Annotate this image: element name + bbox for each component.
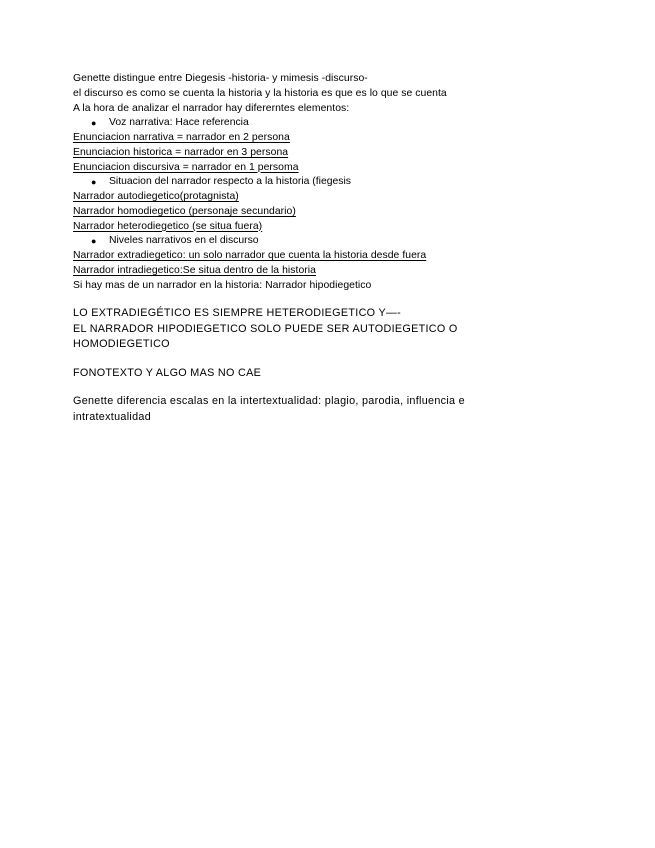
text-line: A la hora de analizar el narrador hay difererntes elementos: [73,102,350,114]
text-line: el discurso es como se cuenta la historia y la historia es que es lo que se cuenta [73,87,447,99]
caps-line: EL NARRADOR HIPODIEGETICO SOLO PUEDE SER AUTODIEGETICO O [73,322,458,335]
bullet-icon: ● [91,177,97,188]
caps-line: LO EXTRADIEGÉTICO ES SIEMPRE HETERODIEGETICO Y—- [73,307,401,320]
bullet-icon: ● [91,118,97,129]
closing-line: intratextualidad [73,410,152,423]
caps-line: FONOTEXTO Y ALGO MAS NO CAE [73,366,262,379]
bullet-item [73,116,593,131]
underlined-line: Enunciacion discursiva = narrador en 1 persoma [73,161,299,173]
document-body [73,72,593,425]
bullet-text: Voz narrativa: Hace referencia [109,117,249,129]
underlined-line: Narrador homodiegetico (personaje secundario) [73,205,296,217]
text-line: Si hay mas de un narrador en la historia: Narrador hipodiegetico [73,279,372,291]
bullet-text: Situacion del narrador respecto a la historia (fiegesis [109,176,351,188]
underlined-line: Enunciacion historica = narrador en 3 persona [73,146,289,158]
underlined-line: Narrador intradiegetico:Se situa dentro de la historia [73,264,316,276]
underlined-line: Narrador heterodiegetico (se situa fuera) [73,220,263,232]
bullet-icon: ● [91,236,97,247]
bullet-item [73,175,593,190]
underlined-line: Narrador extradiegetico: un solo narrador que cuenta la historia desde fuera [73,250,427,261]
bullet-text: Niveles narrativos en el discurso [109,235,259,247]
text-line: Genette distingue entre Diegesis -historia- y mimesis -discurso- [73,73,368,84]
caps-line: HOMODIEGETICO [73,338,170,351]
underlined-line: Narrador autodiegetico(protagnista) [73,191,239,202]
underlined-line: Enunciacion narrativa = narrador en 2 persona [73,132,290,143]
closing-line: Genette diferencia escalas en la intertextualidad: plagio, parodia, influencia e [73,395,465,408]
bullet-item [73,234,593,249]
